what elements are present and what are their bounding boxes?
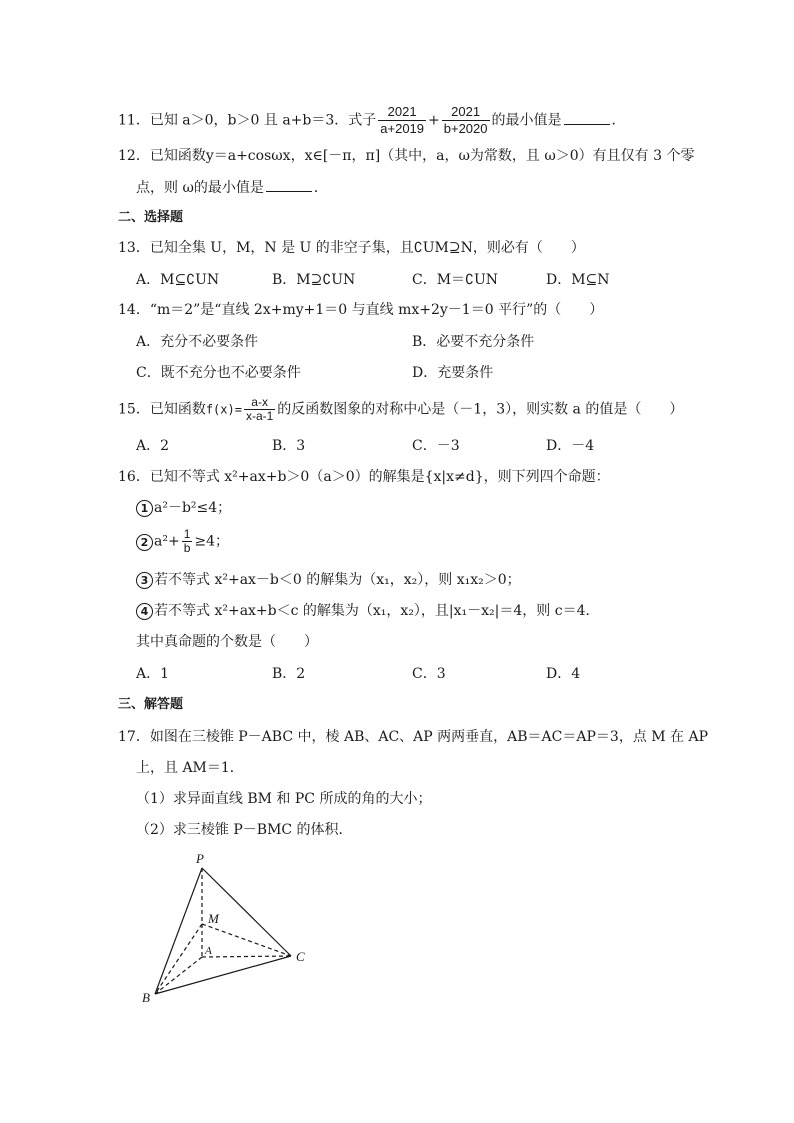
edge-AC (202, 956, 291, 957)
q16-option-d[interactable]: D．4 (546, 666, 581, 682)
circled-number-1: 1 (136, 500, 153, 517)
question-12-line-1: 12．已知函数y＝a+cosωx，x∈[－π，π]（其中，a，ω为常数，且 ω＞0）有且仅有 3 个零 (118, 148, 695, 164)
q16-option-a[interactable]: A．1 (136, 666, 170, 682)
label-C: C (296, 949, 305, 964)
q11-suffix: 的最小值是 (491, 112, 562, 129)
pyramid-figure (130, 845, 330, 1015)
section-heading-solution: 三、解答题 (118, 697, 184, 712)
segment-MC (202, 924, 291, 956)
circled-number-3: 3 (136, 572, 153, 589)
q11-fraction-1: $\frac{2021}{a+2019}$ (380, 104, 425, 136)
q11-cond-b: b＞0 且 (227, 112, 283, 129)
question-16-stem: 16．已知不等式 x²+ax+b＞0（a＞0）的解集是{x|x≠d}，则下列四个命题： (118, 469, 610, 485)
q16-proposition-3: 3 若不等式 x²+ax－b＜0 的解集为（x₁，x₂），则 x₁x₂＞0； (136, 570, 521, 590)
q16-proposition-1: 1 a²－b²≤4； (136, 498, 231, 518)
question-17-part-2: （2）求三棱锥 P－BMC 的体积． (136, 822, 353, 838)
q16-proposition-4: 4 若不等式 x²+ax+b＜c 的解集为（x₁，x₂），且|x₁－x₂|＝4，则 c＝4． (136, 601, 599, 621)
question-17-part-1: （1）求异面直线 BM 和 PC 所成的角的大小； (136, 791, 432, 807)
label-P: P (196, 851, 204, 866)
q11-fraction-2: $\frac{2021}{b+2020}$ (443, 104, 488, 136)
q13-option-b[interactable]: B．M⊇∁UN (272, 272, 356, 288)
q15-option-b[interactable]: B．3 (272, 438, 306, 454)
q15-option-c[interactable]: C．－3 (412, 438, 460, 454)
q14-option-d[interactable]: D．充要条件 (412, 365, 494, 381)
q16-fraction: $\frac{1}{b}$ (183, 527, 191, 555)
q16-proposition-2: 2 a²+ $\frac{1}{b}$ ≥4； (136, 528, 229, 555)
label-A: A (205, 945, 212, 957)
question-15-stem: 15．已知函数f(x)= $\frac{a-x}{x-a-1}$ 的反函数图象的对称中心是（－1，3），则实数 a 的值是（ ） (118, 395, 684, 423)
circled-number-4: 4 (136, 603, 153, 620)
q11-prefix: 11．已知 (118, 112, 183, 129)
q16-option-c[interactable]: C．3 (412, 666, 446, 682)
label-B: B (142, 990, 150, 1005)
q11-cond-a: a＞0， (182, 112, 228, 129)
q13-option-a[interactable]: A．M⊆∁UN (136, 272, 220, 288)
q13-option-c[interactable]: C．M＝∁UN (412, 272, 499, 288)
question-17-line-2: 上，且 AM＝1． (136, 760, 244, 776)
answer-blank (564, 112, 610, 125)
question-14-stem: 14．“m＝2”是“直线 2x+my+1＝0 与直线 mx+2y－1＝0 平行”的（ ） (118, 302, 604, 318)
q14-option-b[interactable]: B．必要不充分条件 (412, 334, 535, 350)
question-17-line-1: 17．如图在三棱锥 P－ABC 中，棱 AB、AC、AP 两两垂直，AB＝AC＝AP＝3，点 M 在 AP (118, 729, 709, 745)
q14-option-c[interactable]: C．既不充分也不必要条件 (136, 365, 301, 381)
segment-MB (155, 924, 202, 994)
q15-fraction: $\frac{a-x}{x-a-1}$ (245, 395, 274, 423)
q13-option-d[interactable]: D．M⊆N (546, 272, 610, 288)
circled-number-2: 2 (136, 534, 153, 551)
q16-option-b[interactable]: B．2 (272, 666, 306, 682)
q15-option-d[interactable]: D．－4 (546, 438, 595, 454)
question-13-stem: 13．已知全集 U，M，N 是 U 的非空子集，且∁UM⊇N，则必有（ ） (118, 240, 585, 256)
q11-cond-sum: a+b＝3．式子 (282, 112, 377, 129)
answer-blank (266, 179, 312, 192)
q15-option-a[interactable]: A．2 (136, 438, 170, 454)
question-12-line-2: 点，则 ω的最小值是 ． (136, 180, 328, 196)
edge-BC (155, 956, 291, 994)
section-heading-choice: 二、选择题 (118, 210, 184, 225)
question-11: 11．已知 a＞0，b＞0 且 a+b＝3．式子 $\frac{2021}{a+2019}$ + $\frac{2021}{b+2020}$ 的最小值是 ． (118, 104, 626, 136)
q14-option-a[interactable]: A．充分不必要条件 (136, 334, 259, 350)
q16-question: 其中真命题的个数是（ ） (136, 634, 318, 650)
q15-function-name: f(x)= (205, 402, 242, 417)
label-M: M (208, 911, 219, 926)
